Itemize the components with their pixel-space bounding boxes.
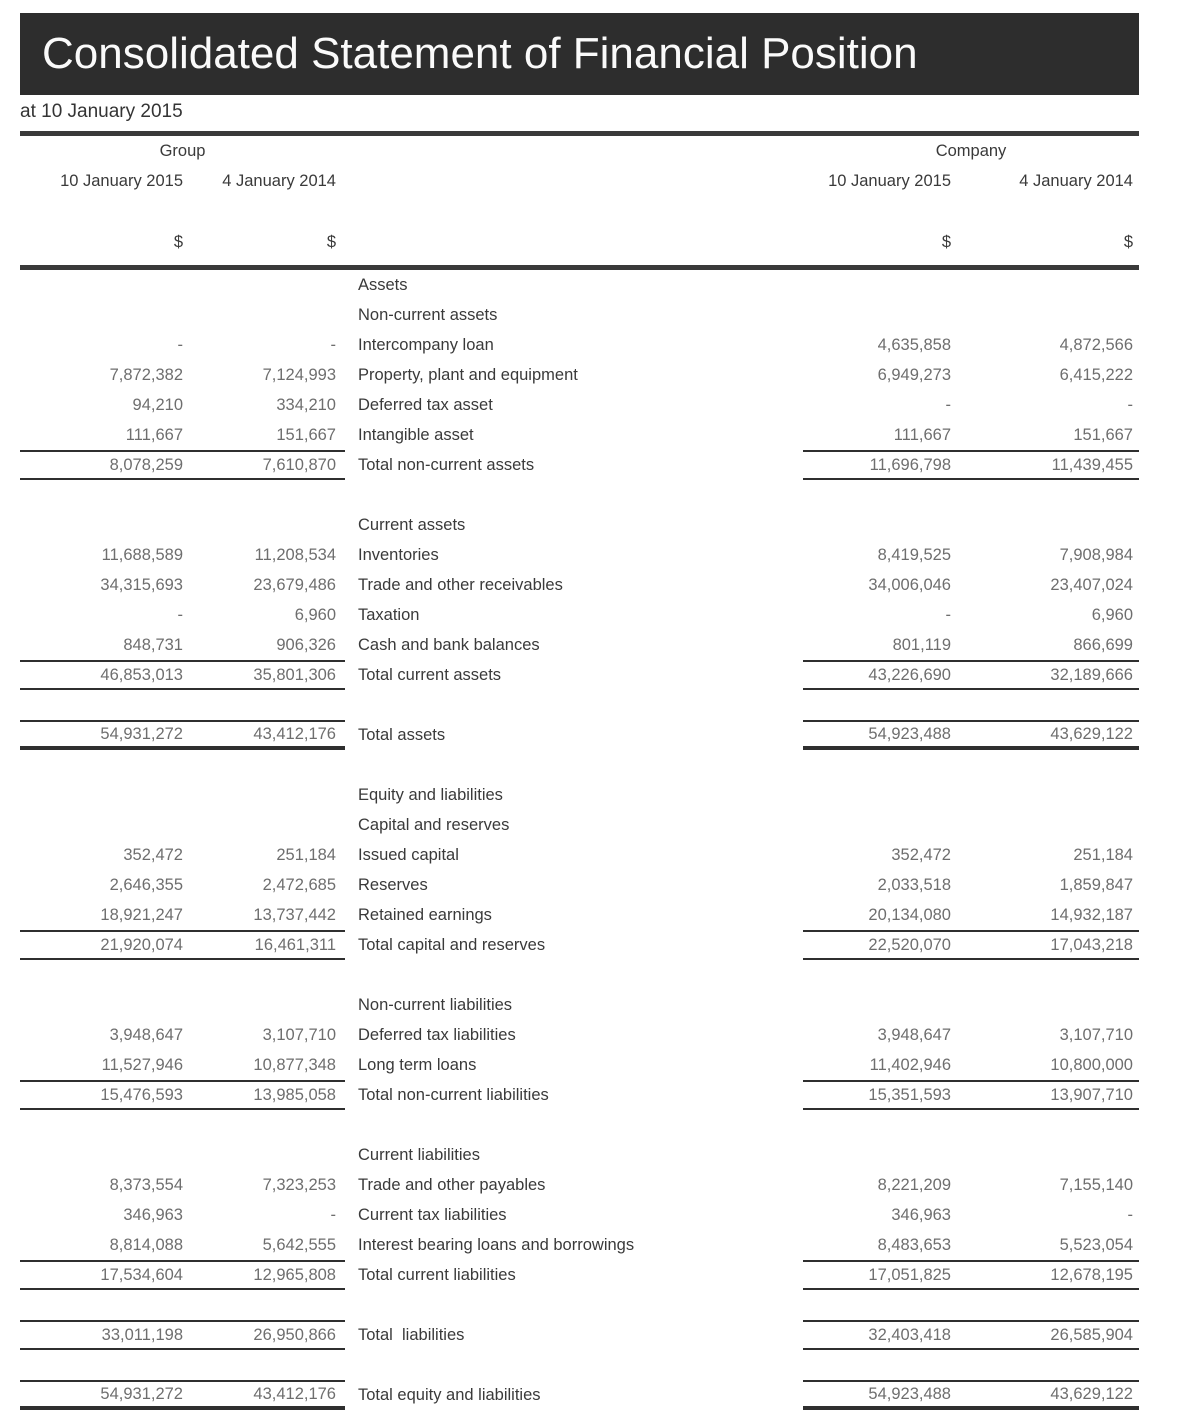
group-2015-value: 33,011,198 [20,1320,183,1350]
table-row [20,1290,1139,1320]
table-row [20,750,1139,780]
table-row [20,510,1139,540]
company-2015-value: 2,033,518 [877,875,951,894]
row-label: Assets [358,275,408,294]
row-label: Total current assets [358,665,502,684]
company-2014-value: 5,523,054 [1059,1235,1133,1254]
table-row [20,840,1139,870]
currency-symbol-row [20,227,1139,257]
column-gap [345,510,358,540]
group-2014-value: 35,801,306 [183,660,345,690]
table-row [20,1140,1139,1170]
page-title: Consolidated Statement of Financial Position [42,29,918,78]
column-gap [345,780,358,810]
company-2015-value [803,510,951,540]
table-row [20,300,1139,330]
group-2015-value: 21,920,074 [20,930,183,960]
group-2014-value [183,1140,345,1170]
company-2015-value: 801,119 [892,635,951,654]
company-2014-value [951,1110,1139,1140]
group-2014-value: 11,208,534 [254,545,336,564]
group-2014-value: 7,610,870 [183,450,345,480]
company-2014-value: 151,667 [1073,425,1133,444]
group-2014-value: 12,965,808 [183,1260,345,1290]
company-2014-value [951,750,1139,780]
row-label: Intercompany loan [358,335,494,354]
table-row [20,1020,1139,1050]
row-label: Total non-current assets [358,455,535,474]
column-gap [345,1020,358,1050]
company-2014-value [951,480,1139,510]
group-2014-value: 26,950,866 [183,1320,345,1350]
table-row [20,1350,1139,1380]
company-2014-value: 26,585,904 [951,1320,1139,1350]
group-2015-value: 11,527,946 [101,1055,183,1074]
table-row [20,1260,1139,1290]
company-2014-value: - [1127,395,1133,414]
row-label: Deferred tax asset [358,395,493,414]
group-2014-value: 43,412,176 [183,1380,345,1410]
column-gap [345,960,358,990]
company-2015-value [803,690,951,720]
row-label: Total liabilities [358,1325,465,1344]
company-2015-date-header: 10 January 2015 [828,171,951,190]
table-row [20,630,1139,660]
table-row [20,1320,1139,1350]
group-2015-value: 54,931,272 [20,720,183,750]
company-2015-value [803,780,951,810]
group-2015-value [20,1110,183,1140]
company-2014-value: 251,184 [1073,845,1133,864]
group-2015-value [20,990,183,1020]
column-gap [345,690,358,720]
row-label: Current liabilities [358,1145,480,1164]
table-row [20,420,1139,450]
group-2014-value: 7,124,993 [262,365,336,384]
group-2014-value: 906,326 [276,635,336,654]
group-2014-currency-symbol: $ [326,232,336,251]
column-gap [345,930,358,960]
company-2014-value: 17,043,218 [951,930,1139,960]
group-2015-value: - [177,335,183,354]
company-2015-value [803,1290,951,1320]
table-row [20,450,1139,480]
company-2014-date-header: 4 January 2014 [1019,171,1133,190]
table-row [20,960,1139,990]
row-label: Cash and bank balances [358,635,540,654]
row-label: Total equity and liabilities [358,1385,541,1404]
column-gap [345,750,358,780]
row-label: Deferred tax liabilities [358,1025,516,1044]
company-2014-value: 6,960 [1091,605,1133,624]
company-2015-value [803,1350,951,1380]
group-2014-value: 2,472,685 [262,875,336,894]
company-2014-value: 866,699 [1073,635,1133,654]
group-2015-value: 2,646,355 [109,875,183,894]
group-2015-value: 17,534,604 [20,1260,183,1290]
group-2014-value: 3,107,710 [262,1025,336,1044]
column-gap [345,630,358,660]
table-row [20,780,1139,810]
column-gap [345,1350,358,1380]
row-label: Property, plant and equipment [358,365,578,384]
company-2015-value: 15,351,593 [803,1080,951,1110]
company-2015-value [803,810,951,840]
column-gap [345,1260,358,1290]
statement-rows [20,270,1139,1410]
row-label [358,1350,803,1380]
row-label [358,750,803,780]
company-2015-value: 34,006,046 [868,575,951,594]
company-2015-value: 346,963 [891,1205,951,1224]
group-2015-value: 18,921,247 [100,905,183,924]
company-2015-value [803,1110,951,1140]
column-gap [345,300,358,330]
row-label [358,960,803,990]
group-2014-value [183,270,345,300]
column-gap [345,810,358,840]
group-2015-value: 848,731 [123,635,183,654]
table-row [20,1110,1139,1140]
company-2014-currency-symbol: $ [1123,232,1133,251]
company-2015-value: 4,635,858 [877,335,951,354]
company-2015-value: 43,226,690 [803,660,951,690]
row-label: Non-current assets [358,305,498,324]
group-2014-value [183,810,345,840]
company-2015-value: 352,472 [891,845,951,864]
group-2015-value: 8,078,259 [20,450,183,480]
group-2014-value [183,510,345,540]
column-gap [345,390,358,420]
company-2015-value: 3,948,647 [877,1025,951,1044]
statement-date-subtitle: at 10 January 2015 [20,101,183,122]
column-gap [345,480,358,510]
company-2014-value [951,810,1139,840]
company-2015-value [803,990,951,1020]
company-2014-value: 11,439,455 [951,450,1139,480]
group-2014-value [183,960,345,990]
table-row [20,1050,1139,1080]
group-2014-value: 6,960 [294,605,336,624]
company-2015-value: 54,923,488 [803,1380,951,1410]
company-2015-value: 8,483,653 [877,1235,951,1254]
company-2014-value [951,990,1139,1020]
table-row [20,1200,1139,1230]
table-row [20,690,1139,720]
group-2015-value [20,1140,183,1170]
column-gap [345,330,358,360]
row-label: Reserves [358,875,428,894]
group-2015-value: 346,963 [123,1205,183,1224]
group-2014-value [183,1110,345,1140]
row-label: Issued capital [358,845,459,864]
company-2014-value: 13,907,710 [951,1080,1139,1110]
group-2014-value [183,990,345,1020]
table-row [20,600,1139,630]
table-row [20,1080,1139,1110]
company-2015-value [803,480,951,510]
company-2015-value: 111,667 [893,425,951,444]
row-label: Retained earnings [358,905,492,924]
group-2014-value: 16,461,311 [183,930,345,960]
date-header-row [20,166,1139,196]
group-2015-value [20,1290,183,1320]
group-2014-value [183,480,345,510]
group-2014-value [183,1350,345,1380]
company-2014-value: 43,629,122 [951,720,1139,750]
group-2014-value [183,300,345,330]
group-2015-date-header: 10 January 2015 [60,171,183,190]
company-2014-value: 14,932,187 [1050,905,1133,924]
company-2015-value: 11,402,946 [869,1055,951,1074]
company-2015-value: 6,949,273 [877,365,951,384]
row-label: Current assets [358,515,466,534]
group-2014-value [183,750,345,780]
company-2015-value: 54,923,488 [803,720,951,750]
company-2014-value [951,1350,1139,1380]
row-label: Total assets [358,725,446,744]
company-2015-value [803,300,951,330]
company-2014-value: 23,407,024 [1050,575,1133,594]
row-label [358,1290,803,1320]
company-2014-value: 32,189,666 [951,660,1139,690]
company-2015-value: 8,221,209 [877,1175,951,1194]
group-2014-value: 13,985,058 [183,1080,345,1110]
group-2015-currency-symbol: $ [173,232,183,251]
table-row [20,870,1139,900]
column-gap [345,1080,358,1110]
table-row [20,990,1139,1020]
company-2014-value: 1,859,847 [1059,875,1133,894]
company-2015-currency-symbol: $ [941,232,951,251]
group-2014-value [183,1290,345,1320]
row-label: Current tax liabilities [358,1205,507,1224]
company-2014-value [951,690,1139,720]
company-2014-value [951,1140,1139,1170]
company-2015-value: 11,696,798 [803,450,951,480]
column-gap [345,1050,358,1080]
group-2014-value: 251,184 [276,845,336,864]
row-label: Total capital and reserves [358,935,546,954]
group-2014-value: - [330,335,336,354]
group-2014-value [183,780,345,810]
company-2014-value: 3,107,710 [1059,1025,1133,1044]
row-label [358,690,803,720]
company-2015-value: 32,403,418 [803,1320,951,1350]
company-column-header: Company [935,141,1007,160]
group-2015-value: 46,853,013 [20,660,183,690]
column-gap [345,900,358,930]
table-row [20,540,1139,570]
group-2015-value [20,690,183,720]
company-2014-value [951,270,1139,300]
table-row [20,1230,1139,1260]
table-row [20,660,1139,690]
row-label: Total current liabilities [358,1265,516,1284]
group-2015-value: 34,315,693 [100,575,183,594]
company-2015-value: 17,051,825 [803,1260,951,1290]
column-gap [345,1380,358,1410]
column-gap [345,1320,358,1350]
company-2014-value [951,300,1139,330]
group-2015-value [20,300,183,330]
group-2015-value: 94,210 [132,395,183,414]
group-2014-value: 10,877,348 [253,1055,336,1074]
column-gap [345,1290,358,1320]
company-2015-value [803,750,951,780]
column-gap [345,1140,358,1170]
column-gap [345,1110,358,1140]
row-label: Capital and reserves [358,815,510,834]
table-row [20,930,1139,960]
entity-header-row [20,136,1139,166]
group-2014-value: 23,679,486 [253,575,336,594]
column-gap [345,870,358,900]
group-2015-value [20,510,183,540]
column-gap [345,840,358,870]
company-2014-value: 7,155,140 [1059,1175,1133,1194]
group-2015-value [20,480,183,510]
table-row [20,1380,1139,1410]
group-2015-value: 54,931,272 [20,1380,183,1410]
group-2014-value: 334,210 [276,395,336,414]
column-gap [345,1170,358,1200]
table-row [20,720,1139,750]
group-2014-date-header: 4 January 2014 [222,171,336,190]
column-gap [345,600,358,630]
company-2014-value [951,510,1139,540]
company-2014-value: 10,800,000 [1050,1055,1133,1074]
column-gap [345,1230,358,1260]
table-row [20,360,1139,390]
company-2014-value: 7,908,984 [1059,545,1133,564]
company-2015-value: - [945,605,951,624]
company-2014-value: 43,629,122 [951,1380,1139,1410]
title-bar [20,13,1139,95]
group-2015-value [20,780,183,810]
column-gap [345,990,358,1020]
group-2015-value: 8,373,554 [109,1175,183,1194]
company-2015-value [803,1140,951,1170]
group-2014-value: 43,412,176 [183,720,345,750]
company-2015-value: 20,134,080 [868,905,951,924]
table-row [20,390,1139,420]
row-label: Interest bearing loans and borrowings [358,1235,635,1254]
company-2014-value: - [1127,1205,1133,1224]
column-gap [345,660,358,690]
group-2015-value: 7,872,382 [109,365,183,384]
group-2015-value [20,960,183,990]
group-2015-value: 8,814,088 [109,1235,183,1254]
column-gap [345,570,358,600]
table-row [20,270,1139,300]
table-row [20,330,1139,360]
table-row [20,480,1139,510]
group-2015-value: 111,667 [125,425,183,444]
company-2014-value [951,960,1139,990]
group-2015-value: 352,472 [123,845,183,864]
company-2015-value: 8,419,525 [877,545,951,564]
row-label: Taxation [358,605,420,624]
company-2014-value [951,1290,1139,1320]
group-2015-value: - [177,605,183,624]
table-row [20,1170,1139,1200]
company-2015-value: - [945,395,951,414]
column-gap [345,270,358,300]
group-2015-value [20,1350,183,1380]
group-2015-value [20,750,183,780]
row-label: Total non-current liabilities [358,1085,549,1104]
company-2015-value: 22,520,070 [803,930,951,960]
column-gap [345,720,358,750]
table-row [20,570,1139,600]
company-2014-value: 6,415,222 [1059,365,1133,384]
column-gap [345,1200,358,1230]
row-label: Trade and other receivables [358,575,563,594]
row-label [358,1110,803,1140]
company-2015-value [803,960,951,990]
column-gap [345,360,358,390]
row-label [358,480,803,510]
company-2014-value: 4,872,566 [1059,335,1133,354]
group-2015-value [20,810,183,840]
company-2014-value [951,780,1139,810]
group-2015-value: 3,948,647 [109,1025,183,1044]
row-label: Intangible asset [358,425,474,444]
company-2015-value [803,270,951,300]
group-2014-value: 13,737,442 [253,905,336,924]
table-row [20,810,1139,840]
company-2014-value: 12,678,195 [951,1260,1139,1290]
row-label: Trade and other payables [358,1175,546,1194]
column-gap [345,450,358,480]
group-2015-value [20,270,183,300]
column-gap [345,540,358,570]
row-label: Equity and liabilities [358,785,503,804]
group-2014-value: 7,323,253 [262,1175,336,1194]
group-2015-value: 11,688,589 [101,545,183,564]
row-label: Long term loans [358,1055,477,1074]
table-row [20,900,1139,930]
column-gap [345,420,358,450]
group-column-header: Group [159,141,206,160]
group-2014-value: - [330,1205,336,1224]
group-2014-value [183,690,345,720]
row-label: Non-current liabilities [358,995,513,1014]
row-label: Inventories [358,545,439,564]
group-2014-value: 151,667 [276,425,336,444]
group-2014-value: 5,642,555 [262,1235,336,1254]
group-2015-value: 15,476,593 [20,1080,183,1110]
